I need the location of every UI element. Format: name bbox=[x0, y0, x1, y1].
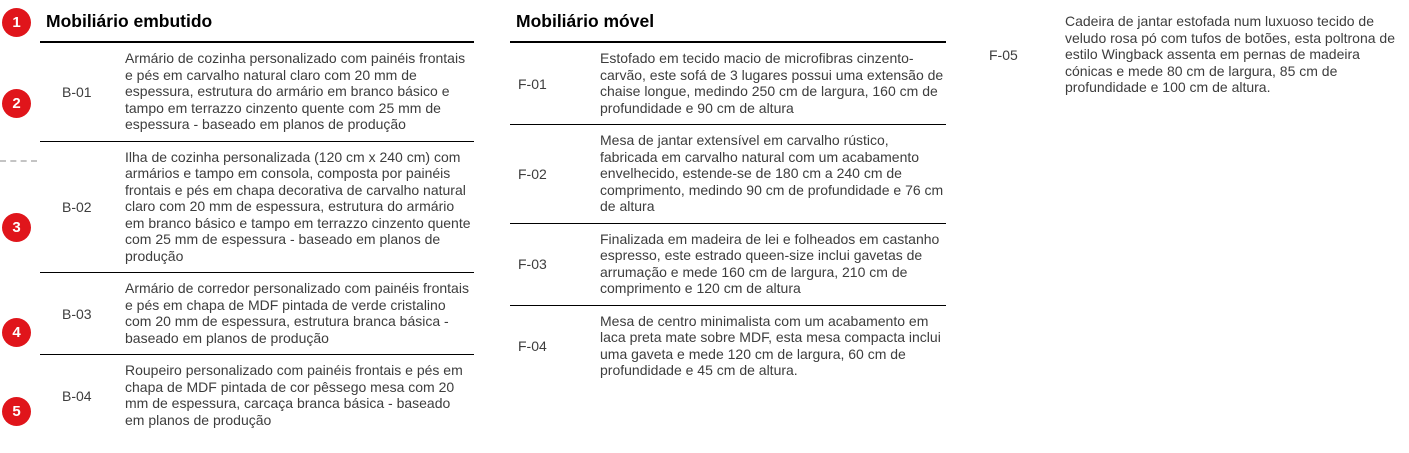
row-description: Mesa de jantar extensível em carvalho rústico, fabricada em carvalho natural com um acabamento envelhecido, estende-se de 180 cm a 240 cm de comprimento, medindo 90 cm de profundidade e 76 cm de altura bbox=[600, 132, 944, 214]
table-mobiliario-movel bbox=[510, 8, 946, 387]
table-mobiliario-embutido bbox=[40, 8, 474, 436]
row-code: F-05 bbox=[989, 46, 1018, 63]
table-row-f02[interactable] bbox=[510, 125, 946, 224]
row-code: F-01 bbox=[518, 75, 547, 92]
row-code: B-01 bbox=[62, 83, 92, 100]
row-code: F-04 bbox=[518, 338, 547, 354]
marker-badge-2: 2 bbox=[2, 89, 31, 118]
row-description: Roupeiro personalizado com painéis frontais e pés em chapa de MDF pintada de cor pêssego mesa com 20 mm de espessura, carcaça branca básica - baseado em planos de produção bbox=[125, 362, 463, 428]
row-code: F-03 bbox=[518, 256, 547, 272]
marker-badge-1: 1 bbox=[2, 8, 31, 37]
marker-badge-3: 3 bbox=[2, 213, 31, 242]
row-description: Finalizada em madeira de lei e folheados em castanho espresso, este estrado queen-size inclui gavetas de arrumação e mede 160 cm de largura, 210 cm de comprimento e 120 cm de altura bbox=[600, 230, 940, 296]
row-description: Estofado em tecido macio de microfibras cinzento-carvão, este sofá de 3 lugares possui uma extensão de chaise longue, medindo 250 cm de largura, 160 cm de profundidade e 90 cm de altura bbox=[600, 50, 944, 116]
row-code: B-04 bbox=[62, 387, 92, 404]
table-row-b03[interactable] bbox=[40, 273, 474, 355]
table-row-f04[interactable] bbox=[510, 306, 946, 387]
table-row-b01[interactable] bbox=[40, 43, 474, 142]
table-embutido-title[interactable]: Mobiliário embutido bbox=[40, 8, 474, 43]
table-row-f01[interactable] bbox=[510, 43, 946, 125]
row-description: Mesa de centro minimalista com um acabamento em laca preta mate sobre MDF, esta mesa compacta inclui uma gaveta e mede 120 cm de largura, 60 cm de profundidade e 45 cm de altura. bbox=[600, 312, 941, 378]
row-description: Cadeira de jantar estofada num luxuoso tecido de veludo rosa pó com tufos de botões, esta poltrona de estilo Wingback assenta em pernas de madeira cónicas e mede 80 cm de largura, 85 cm de profundidade e 100 cm de altura. bbox=[1065, 13, 1395, 95]
table-mobiliario-movel-continuation bbox=[985, 6, 1397, 104]
marker-badge-5: 5 bbox=[2, 397, 31, 426]
row-code: B-03 bbox=[62, 305, 92, 322]
row-description: Armário de cozinha personalizado com painéis frontais e pés em carvalho natural claro com 20 mm de espessura, estrutura do armário em branco básico e tampo em terrazzo cinzento quente com 25 mm de espessura - baseado em planos de produção bbox=[125, 50, 466, 132]
row-description: Armário de corredor personalizado com painéis frontais e pés em chapa de MDF pintada de verde cristalino com 20 mm de espessura, estrutura branca básica - baseado em planos de produção bbox=[125, 280, 469, 346]
table-row-b04[interactable] bbox=[40, 355, 474, 436]
table-row-f05[interactable] bbox=[985, 6, 1397, 104]
marker-badge-4: 4 bbox=[2, 318, 31, 347]
table-row-b02[interactable] bbox=[40, 142, 474, 274]
row-description: Ilha de cozinha personalizada (120 cm x 240 cm) com armários e tampo em consola, composta por painéis frontais e pés em chapa decorativa de carvalho natural claro com 20 mm de espessura, estrutura do armário em branco básico e tampo em terrazzo cinzento quente com 25 mm de espessura - baseado em planos de produção bbox=[125, 148, 471, 264]
row-code: B-02 bbox=[62, 198, 92, 215]
table-row-f03[interactable] bbox=[510, 224, 946, 306]
dashed-selection-fragment bbox=[0, 160, 37, 162]
row-code: F-02 bbox=[518, 165, 547, 182]
table-movel-title: Mobiliário móvel bbox=[510, 8, 946, 43]
